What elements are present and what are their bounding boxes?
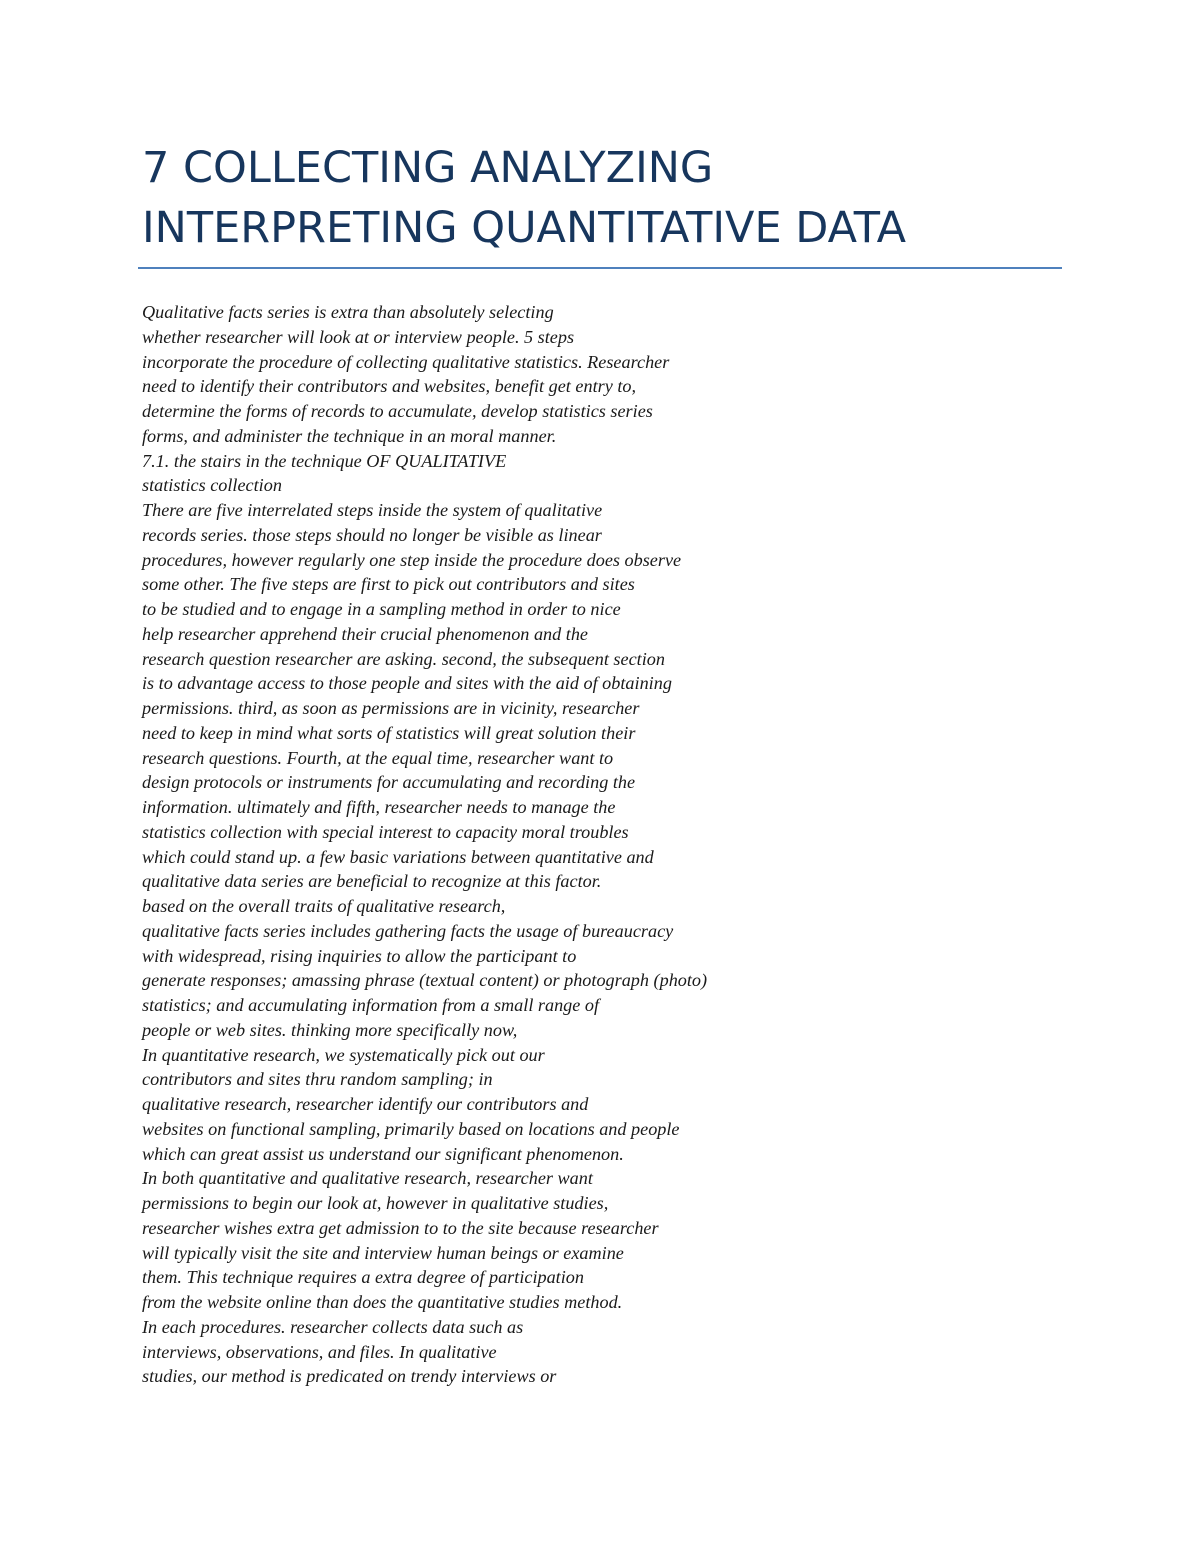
body-text-line: them. This technique requires a extra degree of participation bbox=[142, 1267, 584, 1288]
body-text-line: statistics; and accumulating information from a small range of bbox=[142, 995, 600, 1015]
body-text-line: contributors and sites thru random sampling; in bbox=[142, 1069, 493, 1090]
body-text-line: generate responses; amassing phrase (textual content) or photograph (photo) bbox=[142, 970, 708, 991]
body-text-line: with widespread, rising inquiries to allow the participant to bbox=[142, 945, 577, 966]
body-text-line: statistics collection bbox=[142, 475, 282, 496]
body-text-line: permissions to begin our look at, however in qualitative studies, bbox=[142, 1193, 609, 1213]
title-line-1: 7 COLLECTING ANALYZING bbox=[142, 143, 714, 193]
body-text-line: help researcher apprehend their crucial phenomenon and the bbox=[142, 623, 588, 644]
body-text-line: records series. those steps should no longer be visible as linear bbox=[142, 524, 602, 545]
body-text-line: research question researcher are asking. second, the subsequent section bbox=[142, 648, 665, 669]
body-text-line: In both quantitative and qualitative research, researcher want bbox=[142, 1168, 593, 1189]
body-text-line: some other. The five steps are first to pick out contributors and sites bbox=[142, 574, 635, 595]
body-text-line: qualitative facts series includes gathering facts the usage of bureaucracy bbox=[142, 920, 674, 941]
body-text-line: procedures, however regularly one step inside the procedure does observe bbox=[142, 549, 682, 570]
body-text-line: to be studied and to engage in a sampling method in order to nice bbox=[142, 599, 621, 619]
title-underline-divider bbox=[138, 267, 1062, 269]
body-text-line: design protocols or instruments for accumulating and recording the bbox=[142, 772, 636, 793]
body-text-line: permissions. third, as soon as permissions are in vicinity, researcher bbox=[142, 698, 640, 718]
body-text-line: In each procedures. researcher collects data such as bbox=[142, 1316, 524, 1337]
body-text-line: need to identify their contributors and websites, benefit get entry to, bbox=[142, 376, 637, 397]
page-title bbox=[142, 138, 1082, 258]
body-text-line: qualitative research, researcher identify our contributors and bbox=[142, 1094, 589, 1114]
body-text-line: interviews, observations, and files. In qualitative bbox=[142, 1341, 497, 1362]
body-text-line: There are five interrelated steps inside the system of qualitative bbox=[142, 500, 603, 520]
body-text-line: forms, and administer the technique in an moral manner. bbox=[142, 425, 557, 446]
body-text-line: whether researcher will look at or interview people. 5 steps bbox=[142, 326, 575, 347]
body-text-line: statistics collection with special interest to capacity moral troubles bbox=[142, 821, 629, 842]
body-text-line: is to advantage access to those people and sites with the aid of obtaining bbox=[142, 673, 672, 694]
body-text-line: which can great assist us understand our significant phenomenon. bbox=[142, 1143, 624, 1164]
body-text-line: from the website online than does the quantitative studies method. bbox=[142, 1292, 623, 1312]
title-line-2: INTERPRETING QUANTITATIVE DATA bbox=[142, 203, 907, 253]
body-text bbox=[142, 300, 862, 1389]
body-text-line: need to keep in mind what sorts of statistics will great solution their bbox=[142, 722, 636, 743]
body-text-line: which could stand up. a few basic variations between quantitative and bbox=[142, 846, 654, 867]
body-text-line: 7.1. the stairs in the technique OF QUALITATIVE bbox=[142, 450, 507, 471]
body-text-line: determine the forms of records to accumulate, develop statistics series bbox=[142, 401, 653, 421]
body-text-line: information. ultimately and fifth, researcher needs to manage the bbox=[142, 797, 616, 817]
body-text-line: people or web sites. thinking more specifically now, bbox=[142, 1019, 518, 1040]
body-text-line: will typically visit the site and interview human beings or examine bbox=[142, 1242, 624, 1263]
body-text-line: In quantitative research, we systematically pick out our bbox=[142, 1044, 545, 1065]
body-text-line: incorporate the procedure of collecting qualitative statistics. Researcher bbox=[142, 351, 670, 372]
body-text-line: websites on functional sampling, primarily based on locations and people bbox=[142, 1118, 680, 1139]
body-text-line: Qualitative facts series is extra than absolutely selecting bbox=[142, 302, 554, 322]
body-text-line: research questions. Fourth, at the equal time, researcher want to bbox=[142, 747, 614, 768]
body-text-line: qualitative data series are beneficial to recognize at this factor. bbox=[142, 871, 602, 892]
body-text-line: based on the overall traits of qualitative research, bbox=[142, 896, 506, 916]
body-text-line: researcher wishes extra get admission to to the site because researcher bbox=[142, 1217, 659, 1238]
body-text-line: studies, our method is predicated on trendy interviews or bbox=[142, 1366, 557, 1387]
